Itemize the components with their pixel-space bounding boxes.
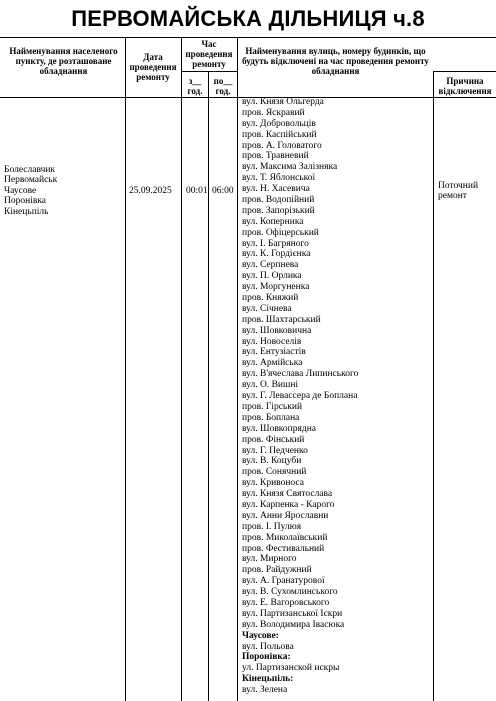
street-item: вул. Коперника xyxy=(242,216,304,227)
time-from-value: 00:01 xyxy=(186,186,208,196)
settlement-subheading: Поронівка: xyxy=(242,652,291,663)
street-item: пров. Яскравий xyxy=(242,107,305,118)
street-item: пров. Офіцерський xyxy=(242,227,319,238)
street-item: пров. Запорізький xyxy=(242,205,315,216)
col-divider-settlement xyxy=(125,37,126,701)
street-item: вул. Моргуненка xyxy=(242,282,310,293)
street-item: вул. Ентузіастів xyxy=(242,347,306,358)
settlement-list xyxy=(4,165,122,217)
street-item: пров. Сонячний xyxy=(242,467,307,478)
street-item: вул. Добровольців xyxy=(242,118,316,129)
street-item: пров. Каспійський xyxy=(242,129,317,140)
time-to-value: 06:00 xyxy=(212,186,234,196)
street-item: вул. Армійська xyxy=(242,358,303,369)
settlement-subheading: Чаусове: xyxy=(242,630,279,641)
street-item: вул. Кривоноса xyxy=(242,478,304,489)
street-item: пров. Фінський xyxy=(242,434,305,445)
street-item: вул. Князя Ольгерда xyxy=(242,97,324,107)
street-item: вул. Г. Левассера де Боплана xyxy=(242,391,358,402)
time-subheader-divider xyxy=(181,71,237,72)
street-item: пров. Гірський xyxy=(242,401,303,412)
header-date: Дата проведення ремонту xyxy=(129,52,177,82)
settlement-item: Первомайськ xyxy=(4,175,58,186)
street-item: пров. Боплана xyxy=(242,412,300,423)
street-item: пров. Райдужний xyxy=(242,565,312,576)
street-item: вул. Н. Хасевича xyxy=(242,184,310,195)
header-time-group: Час проведення ремонту xyxy=(185,39,233,69)
settlement-item: Чаусове xyxy=(4,185,37,196)
street-item: пров. Водопійний xyxy=(242,195,315,206)
header-reason: Причина відключення xyxy=(438,76,492,96)
col-divider-streets xyxy=(433,71,434,701)
street-item: вул. Т. Яблонської xyxy=(242,173,316,184)
street-item: пров. Миколаївський xyxy=(242,532,328,543)
header-time-from: з__ год. xyxy=(187,76,203,96)
street-item: вул. В. Сухомлинського xyxy=(242,587,338,598)
street-item: пров. А. Головатого xyxy=(242,140,322,151)
reason-value: Поточний ремонт xyxy=(438,181,479,202)
col-divider-time-from xyxy=(208,71,209,701)
street-item: вул. В. Коцуби xyxy=(242,456,302,467)
street-item: вул. Зелена xyxy=(242,685,288,696)
street-item: вул. Шовкопрядна xyxy=(242,423,317,434)
settlement-subheading: Кінецьпіль: xyxy=(242,674,294,685)
street-item: вул. Серпнева xyxy=(242,260,299,271)
header-settlement: Найменування населеного пункту, де розташоване обладнання xyxy=(9,46,118,76)
street-item: вул. Польова xyxy=(242,641,294,652)
street-item: пров. Княжий xyxy=(242,293,299,304)
street-item: вул. Новоселів xyxy=(242,336,302,347)
col-divider-time-to xyxy=(237,37,238,701)
street-item: вул. Шовковична xyxy=(242,325,312,336)
header-streets: Найменування вулиць, номеру будинків, що будуть відключені на час проведення ремонту обладнання xyxy=(242,46,429,76)
street-item: вул. Мирного xyxy=(242,554,297,565)
street-item: пров. Травневий xyxy=(242,151,309,162)
street-item: вул. А. Гранатурової xyxy=(242,576,325,587)
col-divider-date xyxy=(181,37,182,701)
street-item: вул. Карпенка - Карого xyxy=(242,499,335,510)
street-item: вул. Володимира Івасюка xyxy=(242,619,345,630)
street-item: вул. П. Орлика xyxy=(242,271,302,282)
street-item: вул. Г. Педченко xyxy=(242,445,308,456)
table-top-border xyxy=(0,37,496,38)
settlement-item: Болеславчик xyxy=(4,165,56,175)
settlement-item: Кінецьпіль xyxy=(4,206,49,217)
street-item: вул. Князя Святослава xyxy=(242,489,333,500)
street-item: вул. Січнева xyxy=(242,303,292,314)
street-item: вул. О. Вишні xyxy=(242,380,299,391)
page-title: ПЕРВОМАЙСЬКА ДІЛЬНИЦЯ ч.8 xyxy=(71,6,425,31)
street-list xyxy=(242,97,422,696)
header-time-to: по__ год. xyxy=(213,76,233,96)
settlement-item: Поронівка xyxy=(4,196,47,207)
street-item: вул. К. Гордієнка xyxy=(242,249,311,260)
street-item: пров. Шахтарський xyxy=(242,314,321,325)
street-item: вул. Партизанської Іскри xyxy=(242,608,343,619)
street-item: вул. Максима Залізняка xyxy=(242,162,338,173)
street-item: пров. Фестивальний xyxy=(242,543,325,554)
street-item: пров. І. Пулюя xyxy=(242,521,302,532)
street-item: вул. І. Багряного xyxy=(242,238,309,249)
street-item: вул. Анни Ярославни xyxy=(242,510,329,521)
repair-date: 25.09.2025 xyxy=(129,186,172,196)
street-item: вул. Е. Вагоровського xyxy=(242,597,330,608)
reason-header-top-border xyxy=(433,71,496,72)
street-item: ул. Партизанской искры xyxy=(242,663,340,674)
street-item: вул. В'ячеслава Липинського xyxy=(242,369,359,380)
